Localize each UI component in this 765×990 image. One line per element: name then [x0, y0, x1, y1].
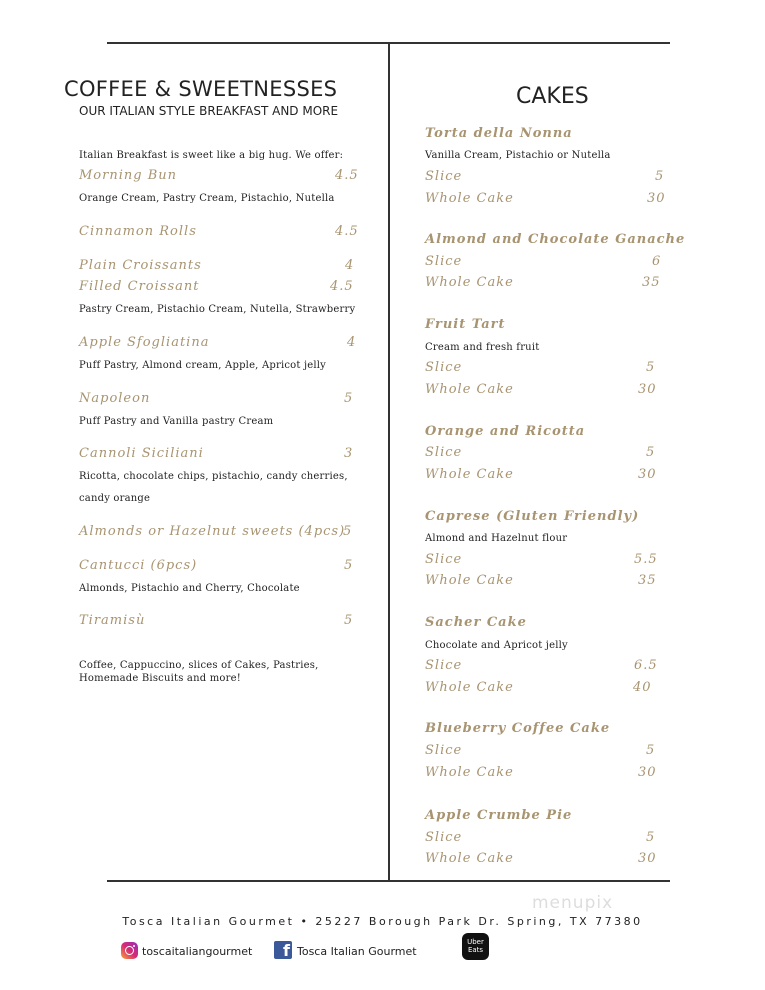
item-name: Tiramisù	[79, 613, 146, 628]
item-description: Pastry Cream, Pistachio Cream, Nutella, Strawberry	[79, 304, 356, 315]
item-price: 4.5	[330, 279, 354, 294]
slice-label: Slice	[425, 445, 463, 460]
item-description: Ricotta, chocolate chips, pistachio, candy cherries,	[79, 471, 348, 482]
slice-price: 5	[646, 743, 656, 758]
whole-cake-price: 30	[638, 467, 657, 482]
cake-name: Orange and Ricotta	[425, 424, 586, 439]
closing-text: Coffee, Cappuccino, slices of Cakes, Pastries,	[79, 660, 319, 671]
item-price: 5	[344, 558, 354, 573]
item-price: 4.5	[335, 168, 359, 183]
whole-cake-label: Whole Cake	[425, 382, 514, 397]
whole-cake-label: Whole Cake	[425, 765, 514, 780]
item-price: 5	[344, 391, 354, 406]
whole-cake-label: Whole Cake	[425, 851, 514, 866]
coffee-sweetnesses-title: COFFEE & SWEETNESSES	[64, 77, 338, 101]
slice-label: Slice	[425, 658, 463, 673]
whole-cake-label: Whole Cake	[425, 191, 514, 206]
whole-cake-price: 30	[638, 851, 657, 866]
slice-price: 5	[646, 445, 656, 460]
uber-eats-icon[interactable]	[462, 933, 489, 960]
uber-eats-line1: Uber	[467, 938, 484, 946]
cake-description: Cream and fresh fruit	[425, 342, 540, 353]
footer-address: Tosca Italian Gourmet • 25227 Borough Park Dr. Spring, TX 77380	[122, 915, 643, 928]
item-name: Morning Bun	[79, 168, 178, 183]
cake-name: Torta della Nonna	[425, 126, 573, 141]
facebook-name[interactable]: Tosca Italian Gourmet	[297, 945, 417, 958]
menupix-watermark: menupix	[532, 893, 614, 913]
uber-eats-line2: Eats	[467, 946, 484, 954]
whole-cake-price: 30	[647, 191, 666, 206]
item-description: Almonds, Pistachio and Cherry, Chocolate	[79, 583, 300, 594]
item-price: 4	[345, 258, 355, 273]
slice-price: 6	[652, 254, 662, 269]
slice-label: Slice	[425, 254, 463, 269]
item-name: Apple Sfogliatina	[79, 335, 210, 350]
column-divider	[388, 42, 390, 882]
cake-name: Blueberry Coffee Cake	[425, 721, 611, 736]
item-price: 3	[344, 446, 354, 461]
intro-text: Italian Breakfast is sweet like a big hug. We offer:	[79, 150, 344, 161]
item-description: Puff Pastry and Vanilla pastry Cream	[79, 416, 274, 427]
bottom-rule	[107, 880, 670, 882]
whole-cake-price: 35	[642, 275, 661, 290]
item-price: 5	[343, 524, 353, 539]
whole-cake-label: Whole Cake	[425, 573, 514, 588]
closing-text: Homemade Biscuits and more!	[79, 673, 241, 684]
slice-label: Slice	[425, 830, 463, 845]
whole-cake-price: 30	[638, 765, 657, 780]
cake-name: Fruit Tart	[425, 317, 506, 332]
cake-description: Almond and Hazelnut flour	[425, 533, 568, 544]
slice-price: 5	[646, 830, 656, 845]
whole-cake-label: Whole Cake	[425, 680, 514, 695]
slice-label: Slice	[425, 552, 463, 567]
item-name: Almonds or Hazelnut sweets (4pcs)	[79, 524, 346, 539]
slice-label: Slice	[425, 169, 463, 184]
slice-price: 6.5	[634, 658, 658, 673]
slice-label: Slice	[425, 360, 463, 375]
whole-cake-label: Whole Cake	[425, 467, 514, 482]
cake-name: Almond and Chocolate Ganache	[425, 232, 686, 247]
whole-cake-price: 35	[638, 573, 657, 588]
item-name: Plain Croissants	[79, 258, 202, 273]
item-name: Cinnamon Rolls	[79, 224, 197, 239]
item-description: Orange Cream, Pastry Cream, Pistachio, Nutella	[79, 193, 335, 204]
instagram-handle[interactable]: toscaitaliangourmet	[142, 945, 253, 958]
whole-cake-price: 30	[638, 382, 657, 397]
coffee-subtitle: OUR ITALIAN STYLE BREAKFAST AND MORE	[79, 104, 339, 118]
item-price: 4.5	[335, 224, 359, 239]
slice-price: 5.5	[634, 552, 658, 567]
item-name: Napoleon	[79, 391, 151, 406]
facebook-icon[interactable]: f	[274, 941, 292, 959]
slice-label: Slice	[425, 743, 463, 758]
instagram-icon[interactable]	[121, 942, 138, 959]
item-description: Puff Pastry, Almond cream, Apple, Apricot jelly	[79, 360, 327, 371]
cake-name: Sacher Cake	[425, 615, 527, 630]
slice-price: 5	[655, 169, 665, 184]
item-price: 4	[347, 335, 357, 350]
cake-description: Vanilla Cream, Pistachio or Nutella	[425, 150, 611, 161]
cake-name: Apple Crumbe Pie	[425, 808, 573, 823]
item-name: Cannoli Siciliani	[79, 446, 204, 461]
cake-name: Caprese (Gluten Friendly)	[425, 509, 640, 524]
cakes-title: CAKES	[516, 84, 589, 109]
item-description: candy orange	[79, 493, 151, 504]
item-price: 5	[344, 613, 354, 628]
slice-price: 5	[646, 360, 656, 375]
cake-description: Chocolate and Apricot jelly	[425, 640, 568, 651]
whole-cake-price: 40	[633, 680, 652, 695]
whole-cake-label: Whole Cake	[425, 275, 514, 290]
item-name: Cantucci (6pcs)	[79, 558, 198, 573]
item-name: Filled Croissant	[79, 279, 200, 294]
